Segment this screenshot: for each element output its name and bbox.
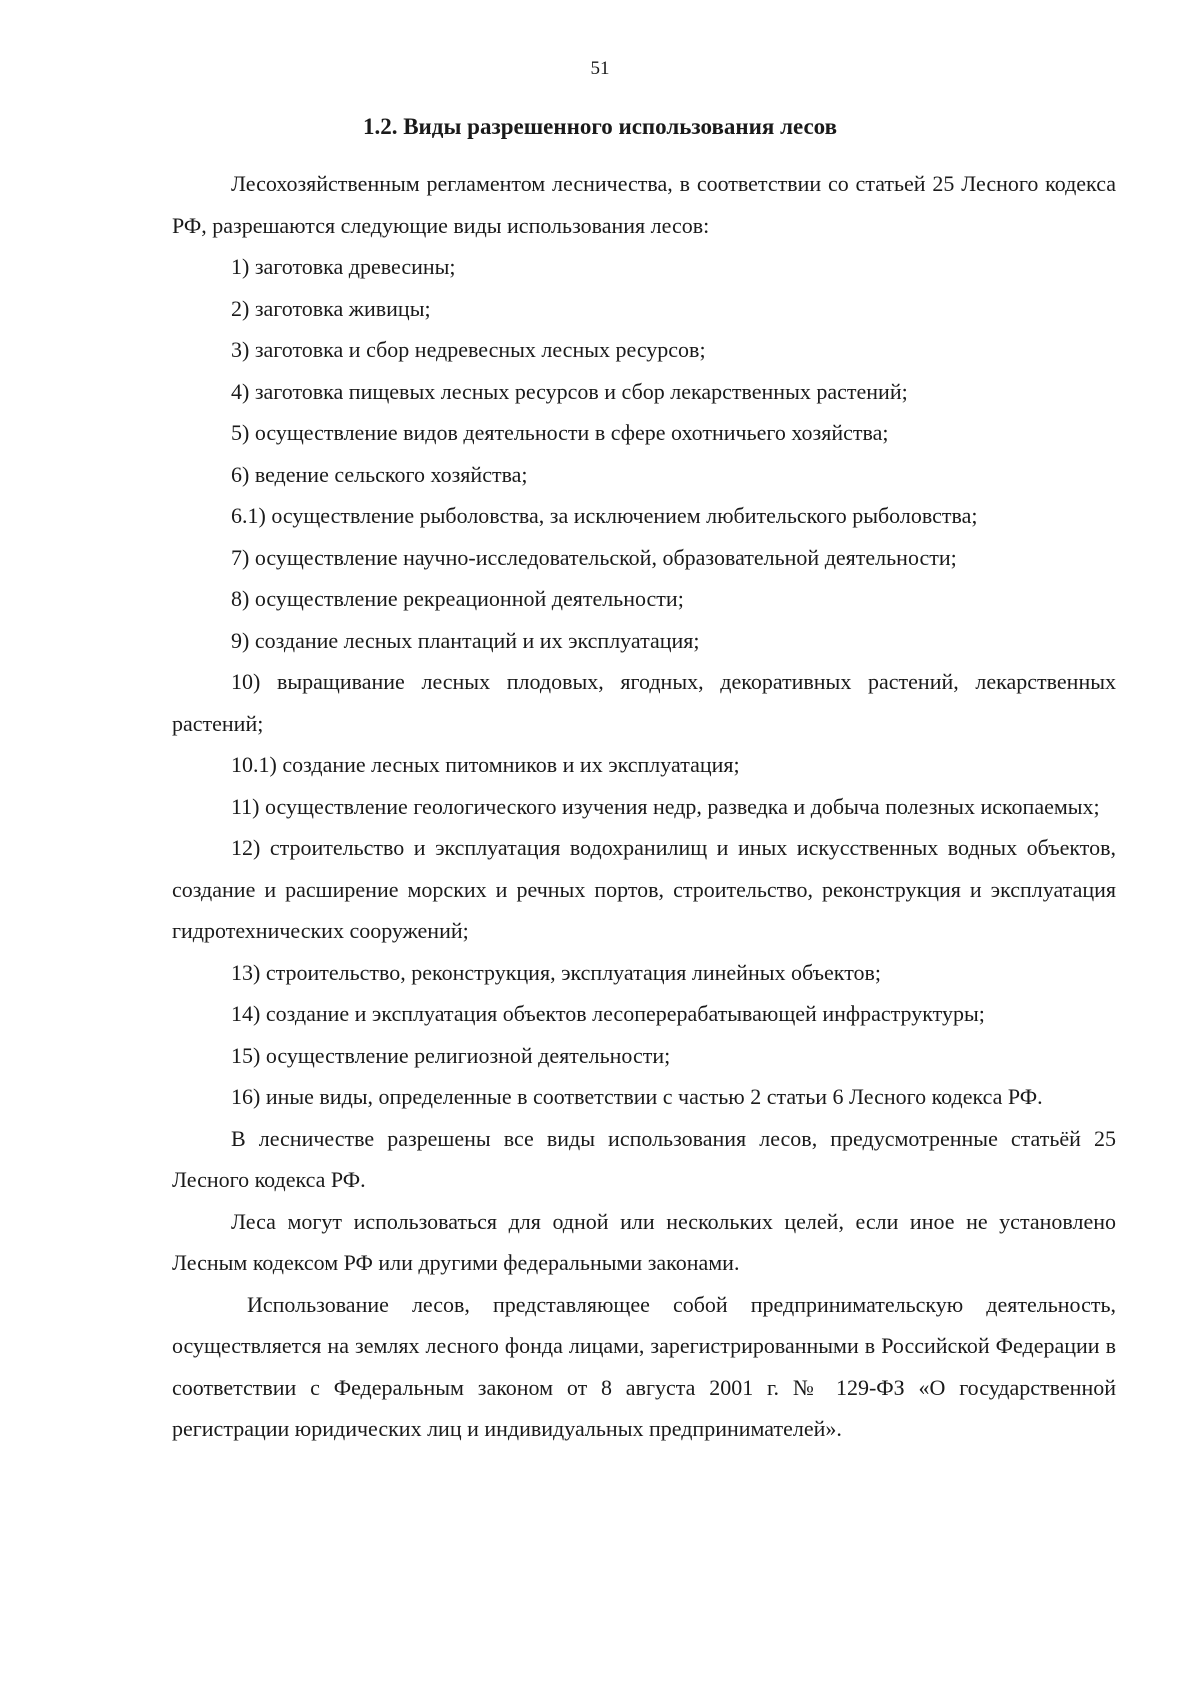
list-item: 10.1) создание лесных питомников и их эксплуатация; [231, 752, 740, 777]
list-item: 7) осуществление научно-исследовательской, образовательной деятельности; [231, 544, 957, 570]
list-item: 15) осуществление религиозной деятельности; [231, 1042, 671, 1068]
list-item: 6.1) осуществление рыболовства, за исключением любительского рыболовства; [231, 503, 978, 528]
section-heading: 1.2. Виды разрешенного использования лесов [362, 114, 838, 139]
list-item: 5) осуществление видов деятельности в сфере охотничьего хозяйства; [231, 420, 889, 445]
list-item: 6) ведение сельского хозяйства; [231, 461, 528, 487]
list-item: 13) строительство, реконструкция, эксплуатация линейных объектов; [231, 959, 882, 985]
list-item: 12) строительство и эксплуатация водохранилищ и иных искусственных водных объектов, создание и расширение морских и речных портов, строительство, реконструкция и эксплуатация гидротехнических сооружений; [172, 835, 1116, 943]
body-text [172, 163, 1116, 1450]
intro-paragraph: Лесохозяйственным регламентом лесничества, в соответствии со статьей 25 Лесного кодекса РФ, разрешаются следующие виды использования лесов: [172, 171, 1116, 238]
list-item: 1) заготовка древесины; [231, 254, 456, 279]
list-item: 10) выращивание лесных плодовых, ягодных, декоративных растений, лекарственных растений; [172, 669, 1116, 736]
list-item: 2) заготовка живицы; [231, 295, 431, 321]
list-item: 9) создание лесных плантаций и их эксплуатация; [231, 627, 700, 653]
list-item: 4) заготовка пищевых лесных ресурсов и сбор лекарственных растений; [231, 378, 908, 404]
list-item: 16) иные виды, определенные в соответствии с частью 2 статьи 6 Лесного кодекса РФ. [231, 1084, 1043, 1109]
list-item: 11) осуществление геологического изучения недр, разведка и добыча полезных ископаемых; [231, 793, 1100, 819]
closing-paragraph: Леса могут использоваться для одной или нескольких целей, если иное не установлено Лесным кодексом РФ или другими федеральными законами. [172, 1208, 1116, 1275]
closing-paragraph: В лесничестве разрешены все виды использования лесов, предусмотренные статьёй 25 Лесного кодекса РФ. [172, 1125, 1116, 1192]
list-item: 14) создание и эксплуатация объектов лесоперерабатывающей инфраструктуры; [231, 1001, 985, 1026]
list-item: 8) осуществление рекреационной деятельности; [231, 586, 684, 611]
closing-paragraph: Использование лесов, представляющее собой предпринимательскую деятельность, осуществляется на землях лесного фонда лицами, зарегистрированными в Российской Федерации в соответствии с Федеральным законом от 8 августа 2001 г. № 129-ФЗ «О государственной регистрации юридических лиц и индивидуальных предпринимателей». [172, 1291, 1116, 1441]
page-number: 51 [590, 58, 610, 79]
list-item: 3) заготовка и сбор недревесных лесных ресурсов; [231, 337, 706, 362]
